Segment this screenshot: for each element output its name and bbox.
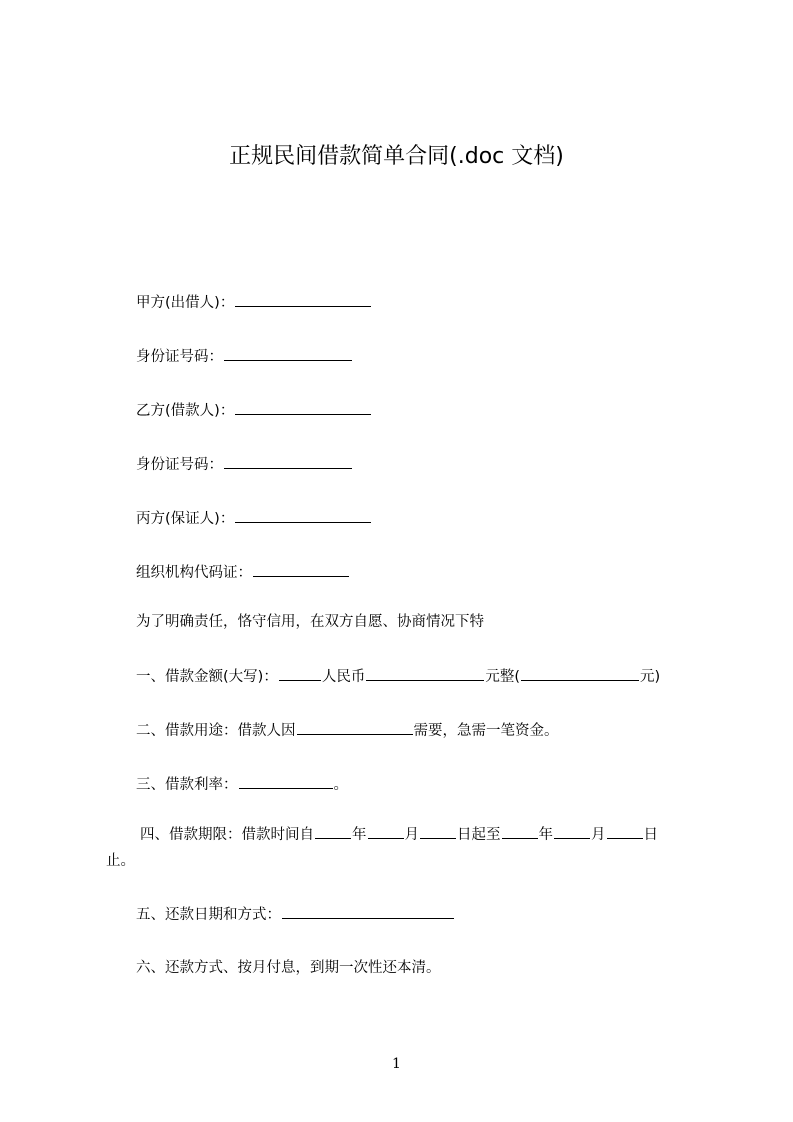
clause-4-month2: 月 (591, 827, 606, 843)
clause-2-blank (297, 720, 413, 735)
clause-4-blank-day2 (607, 824, 643, 839)
party-a-label: 甲方(出借人)： (136, 295, 235, 311)
party-b-label: 乙方(借款人)： (136, 403, 235, 419)
clause-1 (136, 666, 660, 687)
clause-3-blank (239, 774, 333, 789)
clause-1-blank-a (279, 666, 321, 681)
id-b-blank (224, 454, 352, 469)
clause-4-end: 止。 (106, 853, 135, 869)
clause-2-suffix: 需要，急需一笔资金。 (413, 723, 559, 739)
id-a-blank (224, 346, 352, 361)
clause-3-prefix: 三、借款利率： (136, 777, 238, 793)
party-c-line (136, 508, 372, 529)
clause-3-suffix: 。 (333, 777, 348, 793)
clause-4-blank-year2 (502, 824, 538, 839)
clause-5-prefix: 五、还款日期和方式： (136, 907, 281, 923)
id-a-label: 身份证号码： (136, 349, 223, 365)
id-a-line (136, 346, 353, 367)
clause-4-first-line (106, 822, 706, 848)
clause-4-blank-month1 (368, 824, 404, 839)
clause-1-yuan-end: 元) (640, 669, 661, 685)
org-code-line (136, 562, 350, 583)
clause-5-blank (282, 904, 454, 919)
clause-4-month1: 月 (404, 827, 419, 843)
clause-4-year1: 年 (352, 827, 367, 843)
org-code-blank (253, 562, 349, 577)
id-b-label: 身份证号码： (136, 457, 223, 473)
clause-1-yuan-whole: 元整( (485, 669, 520, 685)
clause-1-blank-c (521, 666, 639, 681)
party-a-line (136, 292, 372, 313)
clause-2-prefix: 二、借款用途：借款人因 (136, 723, 296, 739)
clause-4-blank-month2 (554, 824, 590, 839)
clause-1-rmb: 人民币 (321, 669, 366, 685)
clause-3 (136, 774, 348, 795)
clause-5 (136, 904, 455, 925)
clause-4-day2: 日 (643, 827, 658, 843)
clause-4 (106, 822, 706, 874)
party-c-label: 丙方(保证人)： (136, 511, 235, 527)
document-title: 正规民间借款简单合同(.doc 文档) (229, 144, 564, 169)
clause-1-blank-b (366, 666, 484, 681)
party-b-blank (235, 400, 371, 415)
page-number: 1 (392, 1056, 401, 1072)
intro-line: 为了明确责任，恪守信用，在双方自愿、协商情况下特 (136, 614, 484, 630)
clause-4-blank-day1 (420, 824, 456, 839)
clause-4-prefix: 四、借款期限：借款时间自 (140, 827, 314, 843)
clause-4-day1: 日起至 (457, 827, 501, 843)
clause-4-year2: 年 (538, 827, 553, 843)
org-code-label: 组织机构代码证： (136, 565, 252, 581)
party-c-blank (235, 508, 371, 523)
clause-2 (136, 720, 559, 741)
party-b-line (136, 400, 372, 421)
clause-1-prefix: 一、借款金额(大写)： (136, 669, 278, 685)
clause-4-blank-year1 (315, 824, 351, 839)
party-a-blank (235, 292, 371, 307)
id-b-line (136, 454, 353, 475)
clause-6: 六、还款方式、按月付息，到期一次性还本清。 (136, 960, 441, 976)
